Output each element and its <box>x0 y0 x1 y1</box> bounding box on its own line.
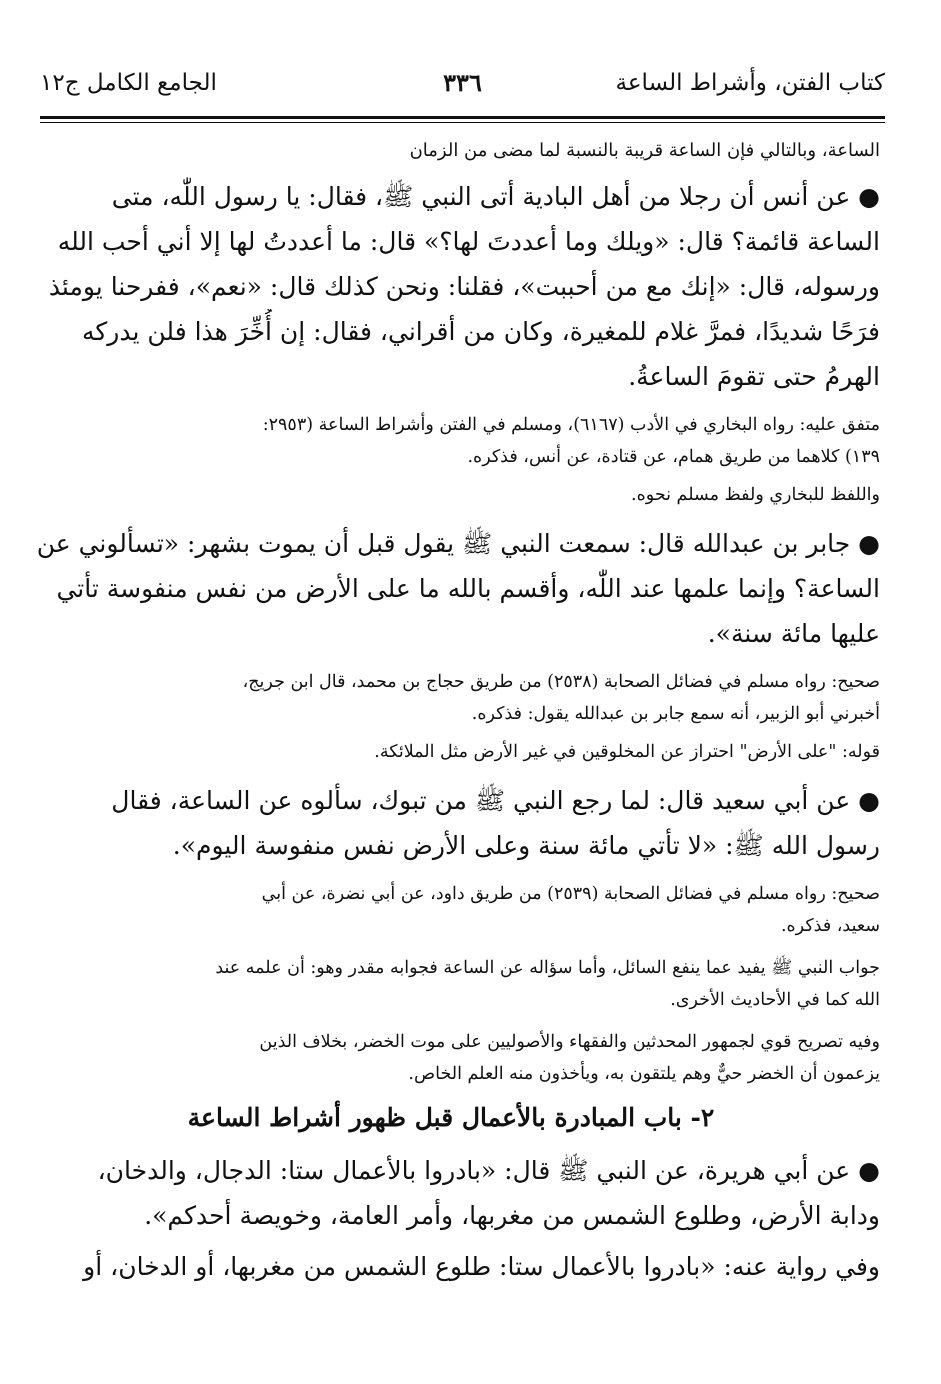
text-line: جواب النبي ﷺ يفيد عما ينفع السائل، وأما سؤاله عن الساعة فجوابه مقدر وهو: أن علمه عند <box>215 958 880 978</box>
text-line: يزعمون أن الخضر حيٌّ وهم يلتقون به، ويأخذون منه العلم الخاص. <box>408 1064 880 1084</box>
hadith-variant <box>22 1244 880 1289</box>
hadith-jabir <box>22 521 880 656</box>
text-line: الله كما في الأحاديث الأخرى. <box>670 990 880 1010</box>
wording-note <box>22 479 880 511</box>
hadith-abu-hurayra <box>22 1148 880 1238</box>
text-line: عليها مائة سنة». <box>707 619 880 648</box>
text-line: وفي رواية عنه: «بادروا بالأعمال ستا: طلوع الشمس من مغربها، أو الدخان، أو <box>83 1252 880 1281</box>
text-line: الساعة؟ وإنما علمها عند اللّٰه، وأقسم بالله ما على الأرض من نفس منفوسة تأتي <box>56 574 880 603</box>
text-line: ● عن أبي هريرة، عن النبي ﷺ قال: «بادروا بالأعمال ستا: الدجال، والدخان، <box>97 1156 880 1185</box>
commentary-note <box>22 736 880 768</box>
page-header <box>40 70 885 110</box>
text-line: واللفظ للبخاري ولفظ مسلم نحوه. <box>631 485 880 505</box>
takhrij-note <box>22 878 880 942</box>
page-number: ٣٣٦ <box>443 68 482 97</box>
text-line: الساعة قائمة؟ قال: «ويلك وما أعددتَ لها؟» قال: ما أعددتُ لها إلا أني أحب الله <box>57 227 880 256</box>
text-line: الهرمُ حتى تقومَ الساعةُ. <box>628 362 880 391</box>
text-line: ١٣٩) كلاهما من طريق همام، عن قتادة، عن أنس، فذكره. <box>467 447 880 467</box>
text-line: ● عن أنس أن رجلا من أهل البادية أتى النبي ﷺ، فقال: يا رسول اللّٰه، متى <box>111 182 880 211</box>
chapter-heading: ٢- باب المبادرة بالأعمال قبل ظهور أشراط الساعة <box>187 1103 715 1132</box>
header-rule-thin <box>40 122 885 123</box>
header-rule-thick <box>40 116 885 119</box>
text-line: ودابة الأرض، وطلوع الشمس من مغربها، وأمر العامة، وخويصة أحدكم». <box>144 1201 880 1230</box>
text-line: قوله: "على الأرض" احتراز عن المخلوقين في غير الأرض مثل الملائكة. <box>374 742 880 762</box>
takhrij-note <box>22 666 880 730</box>
text-line: أخبرني أبو الزبير، أنه سمع جابر بن عبدالله يقول: فذكره. <box>471 704 880 724</box>
text-line: ● جابر بن عبدالله قال: سمعت النبي ﷺ يقول قبل أن يموت بشهر: «تسألوني عن <box>36 529 880 558</box>
text-line: رسول الله ﷺ: «لا تأتي مائة سنة وعلى الأرض نفس منفوسة اليوم». <box>172 831 880 860</box>
text-line: الساعة، وبالتالي فإن الساعة قريبة بالنسبة لما مضى من الزمان <box>409 140 880 161</box>
header-chapter-title: كتاب الفتن، وأشراط الساعة <box>615 70 885 96</box>
commentary-note <box>22 1026 880 1090</box>
page-body <box>22 134 880 1289</box>
takhrij-note <box>22 409 880 473</box>
header-book-title: الجامع الكامل ج١٢ <box>40 70 217 96</box>
hadith-anas <box>22 174 880 399</box>
text-line: وفيه تصريح قوي لجمهور المحدثين والفقهاء والأصوليين على موت الخضر، بخلاف الذين <box>259 1032 880 1052</box>
text-line: صحيح: رواه مسلم في فضائل الصحابة (٢٥٣٩) من طريق داود، عن أبي نضرة، عن أبي <box>261 884 880 904</box>
paragraph-continuation <box>22 134 880 168</box>
text-line: صحيح: رواه مسلم في فضائل الصحابة (٢٥٣٨) من طريق حجاج بن محمد، قال ابن جريج، <box>242 672 880 692</box>
hadith-abu-said <box>22 778 880 868</box>
text-line: متفق عليه: رواه البخاري في الأدب (٦١٦٧)، ومسلم في الفتن وأشراط الساعة (٢٩٥٣: <box>262 415 880 435</box>
text-line: سعيد، فذكره. <box>780 916 880 936</box>
commentary-note <box>22 952 880 1016</box>
text-line: ورسوله، قال: «إنك مع من أحببت»، فقلنا: ونحن كذلك قال: «نعم»، ففرحنا يومئذ <box>48 272 880 301</box>
text-line: ● عن أبي سعيد قال: لما رجع النبي ﷺ من تبوك، سألوه عن الساعة، فقال <box>111 786 880 815</box>
text-line: فرَحًا شديدًا، فمرَّ غلام للمغيرة، وكان من أقراني، فقال: إن أُخِّرَ هذا فلن يدركه <box>81 317 880 346</box>
